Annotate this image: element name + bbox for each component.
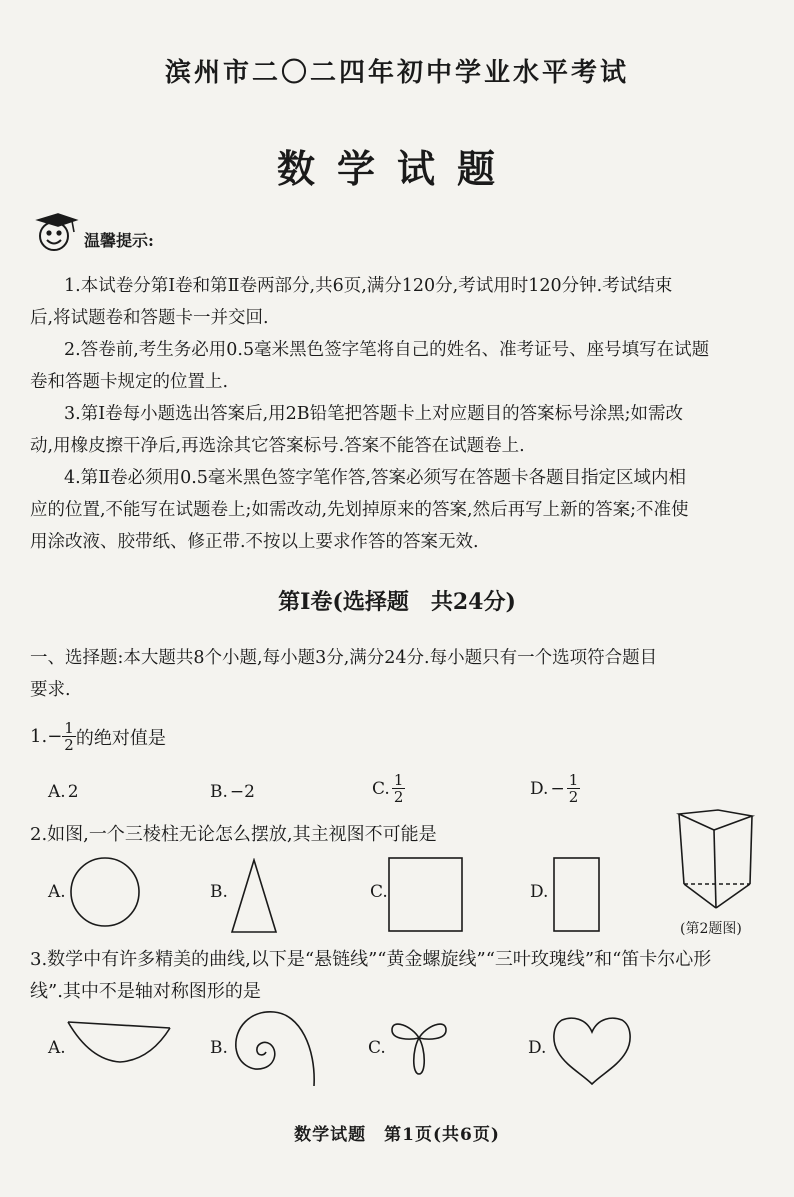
- section-instruction: 一、选择题:本大题共8个小题,每小题3分,满分24分.每小题只有一个选项符合题目 要求.: [30, 648, 658, 700]
- circle-icon: [68, 855, 142, 929]
- catenary-icon: [64, 1016, 176, 1068]
- tip-1: 1.本试卷分第Ⅰ卷和第Ⅱ卷两部分,共6页,满分120分,考试用时120分钟.考试结束 后,将试题卷和答题卡一并交回.: [30, 276, 673, 328]
- q2-option-b[interactable]: B.: [210, 882, 228, 902]
- rectangle-icon: [552, 856, 602, 934]
- tip-3: 3.第Ⅰ卷每小题选出答案后,用2B铅笔把答题卡上对应题目的答案标号涂黑;如需改 动,用橡皮擦干净后,再选涂其它答案标号.答案不能答在试题卷上.: [30, 404, 684, 456]
- q3-option-a[interactable]: A.: [48, 1038, 66, 1058]
- section-title: 第Ⅰ卷(选择题 共24分): [278, 589, 516, 615]
- tips-label: 温馨提示:: [84, 230, 154, 250]
- figure-caption: (第2题图): [680, 921, 742, 937]
- fraction: $\frac{1}{2}$: [64, 719, 74, 754]
- square-icon: [387, 856, 465, 934]
- q2-option-a[interactable]: A.: [48, 882, 66, 902]
- exam-title: 滨州市二〇二四年初中学业水平考试: [164, 58, 629, 88]
- page-footer: 数学试题 第1页(共6页): [294, 1125, 500, 1145]
- three-leaf-rose-icon: [384, 1008, 454, 1078]
- q2-option-d[interactable]: D.: [530, 882, 549, 902]
- q3-option-c[interactable]: C.: [368, 1038, 386, 1058]
- q1-option-a[interactable]: A. 2: [48, 782, 79, 802]
- cardioid-heart-icon: [550, 1012, 634, 1086]
- golden-spiral-icon: [226, 1004, 322, 1088]
- triangular-prism-figure: [676, 808, 756, 912]
- q2-option-c[interactable]: C.: [370, 882, 388, 902]
- smiley-graduate-icon: [32, 210, 82, 254]
- q1-option-d[interactable]: D. − $\frac{1}{2}$: [530, 771, 579, 806]
- question-3-stem: 3.数学中有许多精美的曲线,以下是“悬链线”“黄金螺旋线”“三叶玫瑰线”和“笛卡尔心形 线”.其中不是轴对称图形的是: [30, 949, 712, 1002]
- tips-header: [32, 210, 154, 254]
- triangle-icon: [228, 858, 280, 934]
- question-1-stem: 1. − $\frac{1}{2}$ 的绝对值是: [30, 719, 166, 754]
- tip-4: 4.第Ⅱ卷必须用0.5毫米黑色签字笔作答,答案必须写在答题卡各题目指定区域内相 应的位置,不能写在试题卷上;如需改动,先划掉原来的答案,然后再写上新的答案;不准使 用涂改液、胶带纸、修正带.不按以上要求作答的答案无效.: [30, 468, 689, 552]
- q1-option-c[interactable]: C. $\frac{1}{2}$: [372, 771, 404, 806]
- tip-2: 2.答卷前,考生务必用0.5毫米黑色签字笔将自己的姓名、准考证号、座号填写在试题 卷和答题卡规定的位置上.: [30, 340, 710, 392]
- subject-title: 数学试题: [276, 146, 517, 191]
- question-2-stem: 2.如图,一个三棱柱无论怎么摆放,其主视图不可能是: [30, 824, 437, 845]
- q3-option-d[interactable]: D.: [528, 1038, 547, 1058]
- q3-option-b[interactable]: B.: [210, 1038, 228, 1058]
- q1-option-b[interactable]: B. −2: [210, 782, 255, 802]
